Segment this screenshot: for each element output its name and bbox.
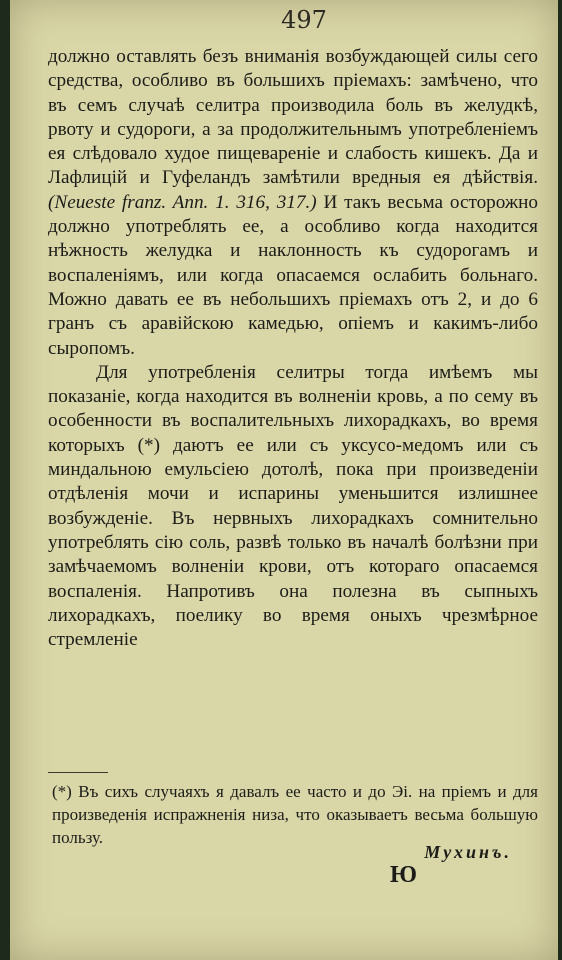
paragraph-2: Для употребленія селитры тогда имѣемъ мы показаніе, когда находится въ волненіи кровь, а по сему въ особенности въ воспалительныхъ лихорадкахъ, во время которыхъ (*) даютъ ее или съ уксусо-медомъ или съ миндальною емульсіею дотолѣ, пока при произведеніи отдѣленія мочи и испарины уменьшится излишнее возбужденіе. Въ нервныхъ лихорадкахъ сомнительно употреблять сію соль, развѣ только въ началѣ болѣзни при замѣчаемомъ волненіи крови, отъ котораго опасаемся воспаленія. Напротивъ она полезна въ сыпныхъ лихорадкахъ, поелику во время оныхъ чрезмѣрное стремленіе [48, 361, 538, 651]
bibliographic-reference: (Neueste franz. Ann. 1. 316, 317.) [48, 191, 317, 213]
paragraph-1-continuation: И такъ весьма осторожно должно употреблять ее, а особливо когда находится нѣжность желудка и наклонность къ судорогамъ и воспаленіямъ, или когда опасаемся ослабить больнаго. Можно давать ее въ небольшихъ пріемахъ отъ 2, и до 6 гранъ съ аравійскою камедью, опіемъ и какимъ-либо сыропомъ. [48, 191, 539, 359]
paragraph-1 [48, 45, 538, 361]
footnote-signature: Мухинъ. [424, 842, 512, 862]
footnote-text: (*) Въ сихъ случаяхъ я давалъ ее часто и до Эі. на пріемъ и для произведенія испражненія низа, что оказываетъ весьма большую пользу. [52, 782, 538, 847]
signature-mark: Ю [390, 862, 418, 888]
main-text [48, 45, 538, 652]
book-page [10, 0, 558, 960]
footnote [52, 780, 538, 849]
page-number: 497 [281, 6, 327, 34]
paragraph-1-text: должно оставлять безъ вниманія возбуждающей силы сего средства, особливо въ большихъ пріемахъ: замѣчено, что въ семъ случаѣ селитра производила боль въ желудкѣ, рвоту и судороги, а за продолжительнымъ употребленіемъ ея слѣдовало худое пищевареніе и слабость кишекъ. Да и Лафлицій и Гуфеландъ замѣтили вредныя ея дѣйствія. [48, 46, 538, 189]
footnote-divider [48, 772, 108, 773]
